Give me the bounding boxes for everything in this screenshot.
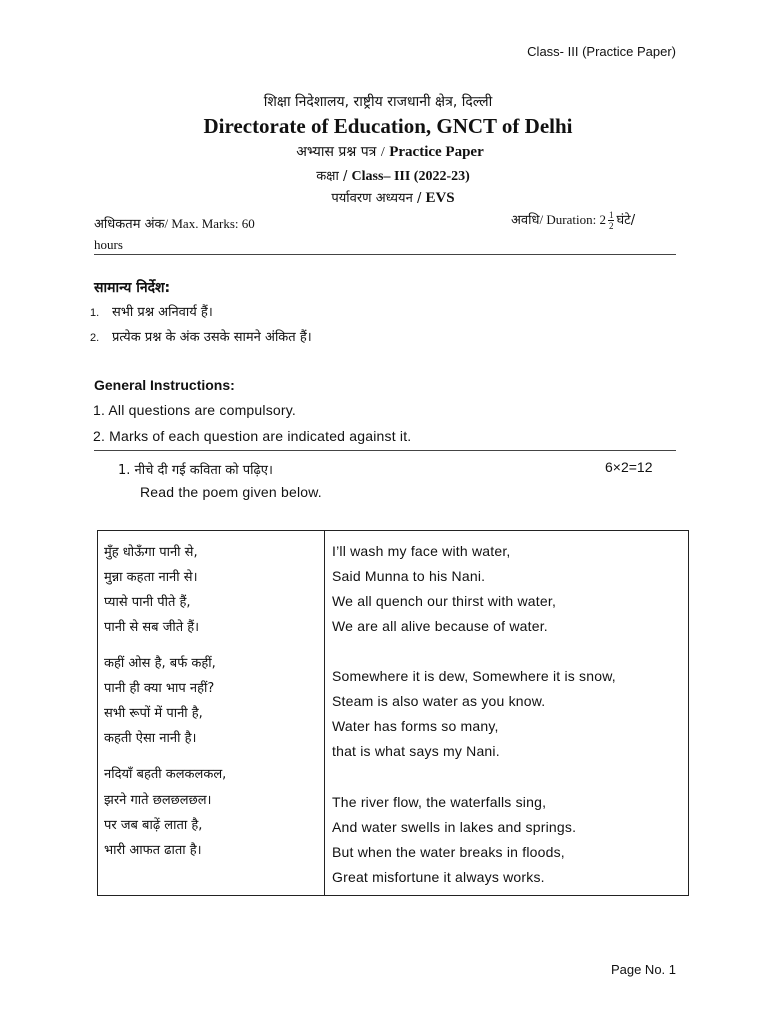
instruction-text: सभी प्रश्न अनिवार्य हैं। — [112, 305, 213, 320]
poem-english-line: I’ll wash my face with water, — [332, 543, 511, 559]
poem-english-line: Great misfortune it always works. — [332, 869, 545, 885]
instruction-hindi-item — [90, 302, 213, 320]
poem-hindi-line: कहती ऐसा नानी है। — [104, 731, 197, 746]
poem-column-divider — [324, 531, 325, 895]
poem-hindi-line: मुँह धोऊँगा पानी से, — [104, 545, 198, 560]
duration-fraction-den: 2 — [608, 221, 614, 231]
paper-type-line — [0, 142, 770, 161]
poem-hindi-line: पर जब बाढ़ें लाता है, — [104, 818, 203, 833]
poem-hindi-line: भारी आफत ढाता है। — [104, 843, 202, 858]
poem-hindi-line: पानी ही क्या भाप नहीं? — [104, 681, 215, 696]
duration — [511, 210, 635, 231]
subject-english: EVS — [425, 190, 455, 206]
page-number: Page No. 1 — [610, 962, 676, 977]
class-label: Class- III (Practice Paper) — [527, 44, 676, 59]
paper-type-english: Practice Paper — [389, 144, 484, 160]
question-1-hindi: 1. नीचे दी गई कविता को पढ़िए। — [118, 463, 273, 478]
instructions-hindi-title: सामान्य निर्देश: — [94, 280, 171, 296]
instruction-number: 2. — [90, 332, 100, 344]
poem-english-line: We all quench our thirst with water, — [332, 593, 557, 609]
poem-hindi-line: प्यासे पानी पीते हैं, — [104, 595, 191, 610]
poem-table — [97, 530, 689, 896]
paper-type-separator: / — [380, 145, 385, 160]
poem-english-line: We are all alive because of water. — [332, 618, 548, 634]
page-title: Directorate of Education, GNCT of Delhi — [203, 114, 573, 138]
subject-hindi: पर्यावरण अध्ययन / — [331, 191, 422, 206]
header-divider — [94, 254, 676, 255]
instructions-english-title: General Instructions: — [94, 377, 235, 393]
instruction-english-item: 1. All questions are compulsory. — [93, 402, 297, 418]
poem-english-line: But when the water breaks in floods, — [332, 844, 565, 860]
question-1-marks: 6×2=12 — [605, 459, 653, 475]
poem-english-line: that is what says my Nani. — [332, 743, 500, 759]
duration-unit-english: hours — [94, 237, 123, 252]
poem-hindi-line: पानी से सब जीते हैं। — [104, 620, 200, 635]
class-hindi: कक्षा / — [316, 169, 348, 184]
question-1-english: Read the poem given below. — [140, 484, 322, 500]
poem-english-line: Said Munna to his Nani. — [332, 568, 486, 584]
duration-fraction — [608, 210, 615, 231]
poem-hindi-line: नदियाँ बहती कलकलकल, — [104, 767, 227, 782]
class-line — [0, 166, 770, 185]
instructions-divider — [94, 450, 676, 451]
instruction-hindi-item — [90, 327, 312, 345]
department-hindi: शिक्षा निदेशालय, राष्ट्रीय राजधानी क्षेत्र, दिल्ली — [263, 94, 493, 110]
duration-fraction-num: 1 — [608, 210, 614, 220]
poem-english-line: Somewhere it is dew, Somewhere it is snow, — [332, 668, 616, 684]
paper-type-hindi: अभ्यास प्रश्न पत्र — [296, 144, 377, 160]
poem-english-line: And water swells in lakes and springs. — [332, 819, 577, 835]
poem-hindi-line: झरने गाते छलछलछल। — [104, 793, 212, 808]
poem-english-line: Steam is also water as you know. — [332, 693, 546, 709]
poem-hindi-line: मुन्ना कहता नानी से। — [104, 570, 198, 585]
instruction-number: 1. — [90, 307, 100, 319]
poem-hindi-line: कहीं ओस है, बर्फ कहीं, — [104, 656, 216, 671]
instruction-text: प्रत्येक प्रश्न के अंक उसके सामने अंकित हैं। — [112, 330, 312, 345]
max-marks-hindi: अधिकतम अंक — [94, 217, 165, 232]
max-marks — [94, 214, 255, 232]
subject-line — [0, 188, 770, 207]
duration-english: / Duration: 2 — [539, 212, 606, 227]
max-marks-english: / Max. Marks: 60 — [164, 216, 255, 231]
poem-hindi-line: सभी रूपों में पानी है, — [104, 706, 203, 721]
duration-hindi: अवधि — [511, 213, 540, 228]
duration-unit-hindi: घंटे/ — [616, 213, 636, 228]
class-year: – III (2022-23) — [383, 169, 470, 184]
poem-english-line: The river flow, the waterfalls sing, — [332, 794, 547, 810]
class-english: Class — [351, 169, 384, 184]
instruction-english-item: 2. Marks of each question are indicated against it. — [93, 428, 412, 444]
poem-english-line: Water has forms so many, — [332, 718, 499, 734]
